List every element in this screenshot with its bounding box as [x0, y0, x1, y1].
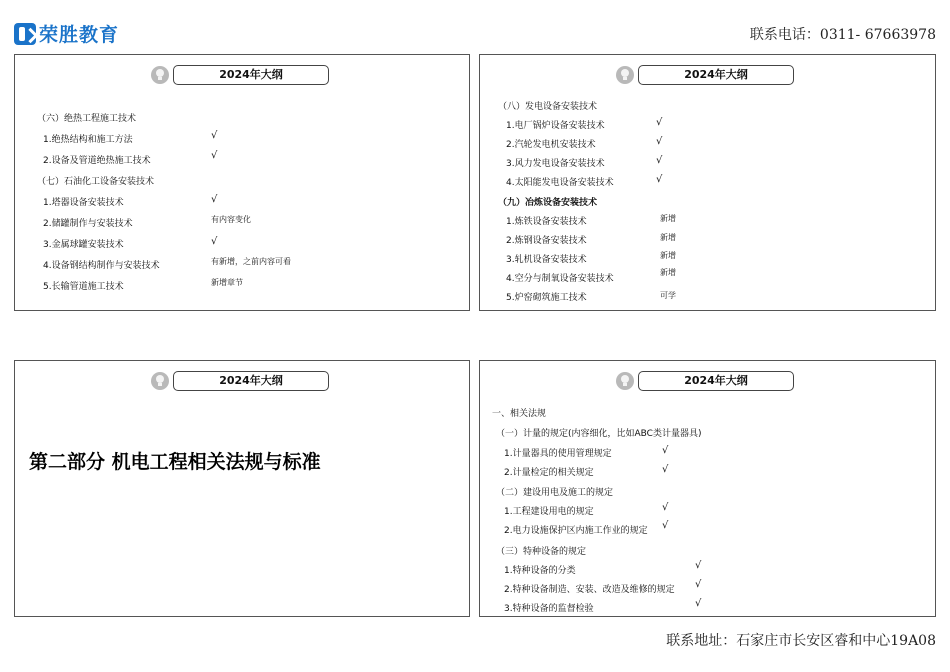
check-mark: √: [662, 464, 669, 475]
outline-item: 3.轧机设备安装技术: [506, 255, 587, 265]
outline-item: 4.设备钢结构制作与安装技术: [43, 261, 160, 271]
outline-item: 1.绝热结构和施工方法: [43, 135, 133, 145]
status-note: 新增: [660, 268, 676, 277]
panel-heading-label: 2024年大纲: [173, 65, 329, 85]
section-heading: 一、相关法规: [492, 409, 547, 419]
check-mark: √: [211, 194, 218, 205]
panel-heading-label: 2024年大纲: [173, 371, 329, 391]
outline-item: 2.汽轮发电机安装技术: [506, 140, 596, 150]
slide-panel-1: [14, 54, 470, 311]
section-heading: （二）建设用电及施工的规定: [496, 488, 614, 498]
section-heading: （三）特种设备的规定: [496, 547, 587, 557]
panel-heading: [151, 371, 329, 391]
panel-heading: [616, 371, 794, 391]
check-mark: √: [211, 150, 218, 161]
outline-item: 5.炉窑砌筑施工技术: [506, 293, 587, 303]
check-mark: √: [211, 236, 218, 247]
status-note: 新增章节: [211, 278, 243, 287]
slide-panel-4: [479, 360, 936, 617]
outline-item: 2.特种设备制造、安装、改造及维修的规定: [504, 585, 675, 595]
outline-item: 3.风力发电设备安装技术: [506, 159, 605, 169]
outline-item: 2.计量检定的相关规定: [504, 468, 594, 478]
check-mark: √: [662, 502, 669, 513]
check-mark: √: [656, 155, 663, 166]
outline-item: 3.特种设备的监督检验: [504, 604, 594, 614]
section-heading: （一）计量的规定(内容细化，比如ABC类计量器具): [496, 429, 702, 439]
outline-item: 1.电厂锅炉设备安装技术: [506, 121, 605, 131]
panel-heading-label: 2024年大纲: [638, 65, 794, 85]
section-heading: （六）绝热工程施工技术: [37, 114, 137, 124]
check-mark: √: [211, 130, 218, 141]
outline-item: 2.储罐制作与安装技术: [43, 219, 133, 229]
slide-panel-2: [479, 54, 936, 311]
section-heading: （八）发电设备安装技术: [498, 102, 598, 112]
section-heading: （七）石油化工设备安装技术: [37, 177, 155, 187]
brand-name: 荣胜教育: [39, 24, 120, 46]
check-mark: √: [662, 520, 669, 531]
check-mark: √: [656, 136, 663, 147]
panel-heading: [151, 65, 329, 85]
lightbulb-icon: [616, 66, 634, 84]
section-heading: （九）冶炼设备安装技术: [498, 198, 598, 208]
contact-address: 联系地址：石家庄市长安区睿和中心19A08: [666, 633, 936, 649]
brand-logo: [14, 20, 119, 47]
outline-item: 1.特种设备的分类: [504, 566, 576, 576]
check-mark: √: [656, 117, 663, 128]
outline-item: 1.炼铁设备安装技术: [506, 217, 587, 227]
status-note: 新增: [660, 251, 676, 260]
lightbulb-icon: [151, 66, 169, 84]
outline-item: 2.炼钢设备安装技术: [506, 236, 587, 246]
status-note: 有新增，之前内容可看: [211, 257, 291, 266]
panel-heading-label: 2024年大纲: [638, 371, 794, 391]
check-mark: √: [662, 445, 669, 456]
check-mark: √: [695, 579, 702, 590]
check-mark: √: [695, 560, 702, 571]
outline-item: 1.塔器设备安装技术: [43, 198, 124, 208]
check-mark: √: [656, 174, 663, 185]
outline-item: 3.金属球罐安装技术: [43, 240, 124, 250]
outline-item: 2.设备及管道绝热施工技术: [43, 156, 151, 166]
status-note: 新增: [660, 214, 676, 223]
outline-item: 1.工程建设用电的规定: [504, 507, 594, 517]
contact-phone: 联系电话：0311- 67663978: [749, 27, 936, 43]
check-mark: √: [695, 598, 702, 609]
brand-mark-icon: [14, 23, 36, 45]
outline-item: 1.计量器具的使用管理规定: [504, 449, 612, 459]
outline-item: 5.长输管道施工技术: [43, 282, 124, 292]
status-note: 可学: [660, 291, 676, 300]
status-note: 新增: [660, 233, 676, 242]
outline-item: 4.空分与制氧设备安装技术: [506, 274, 614, 284]
panel-heading: [616, 65, 794, 85]
slide-panel-3: [14, 360, 470, 617]
lightbulb-icon: [616, 372, 634, 390]
status-note: 有内容变化: [211, 215, 251, 224]
lightbulb-icon: [151, 372, 169, 390]
part-title: 第二部分 机电工程相关法规与标准: [29, 451, 321, 473]
outline-item: 2.电力设施保护区内施工作业的规定: [504, 526, 648, 536]
outline-item: 4.太阳能发电设备安装技术: [506, 178, 614, 188]
